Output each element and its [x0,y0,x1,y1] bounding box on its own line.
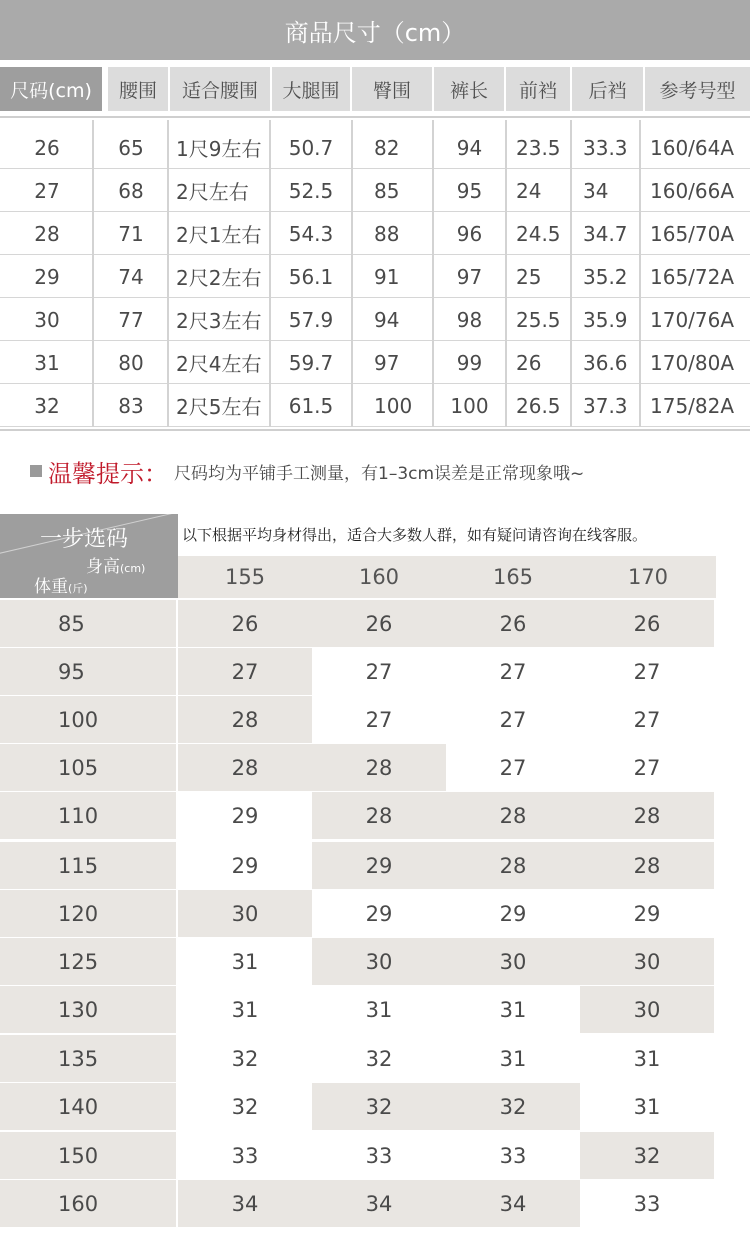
cell-length-col: 96 [456,221,483,246]
header-back-rise-col: 后裆 [572,67,643,111]
size-recommendation-cell: 29 [231,803,259,828]
size-recommendation-cell: 27 [499,659,527,684]
cell-front-rise-col: 26.5 [516,393,561,418]
cell-back-rise-col: 37.3 [583,393,628,418]
tip [30,451,584,491]
height-column-header: 160 [312,556,446,598]
cell-ref-size-col: 170/80A [650,350,735,375]
header-fit-waist-col: 适合腰围 [170,67,270,111]
size-recommendation-cell: 31 [633,1094,661,1119]
size-recommendation-cell: 32 [580,1132,714,1179]
table-row [0,169,750,212]
cell-thigh-col: 54.3 [288,221,334,246]
size-recommendation-cell: 29 [499,901,527,926]
cell-hip-col: 97 [374,350,400,375]
size-recommendation-cell: 27 [178,648,312,695]
page-title: 商品尺寸（cm） [0,0,750,60]
weight-row-header: 160 [0,1180,176,1227]
cell-waist-col: 65 [118,135,144,160]
height-column-header: 165 [446,556,580,598]
cell-hip-col: 82 [374,135,400,160]
cell-front-rise-col: 24.5 [516,221,561,246]
cell-fit-waist-col: 2尺4左右 [176,352,262,376]
size-recommendation-cell: 27 [633,659,661,684]
bullet-square-icon [30,465,42,477]
column-divider [570,120,572,427]
weight-row-header: 135 [0,1035,176,1082]
size-guide-corner [0,514,178,598]
size-recommendation-cell: 28 [178,744,312,791]
cell-thigh-col: 59.7 [288,350,334,375]
size-recommendation-cell: 26 [312,600,446,647]
column-divider [432,120,434,427]
size-recommendation-cell: 29 [312,842,446,889]
cell-fit-waist-col: 2尺3左右 [176,309,262,333]
weight-row-header: 140 [0,1083,176,1130]
cell-size-col: 31 [34,350,60,375]
cell-back-rise-col: 35.2 [583,264,628,289]
size-recommendation-cell: 28 [580,792,714,839]
cell-back-rise-col: 36.6 [583,350,628,375]
cell-length-col: 100 [450,393,489,418]
cell-thigh-col: 52.5 [288,178,334,203]
size-recommendation-cell: 33 [365,1143,393,1168]
table-row [0,212,750,255]
cell-fit-waist-col: 1尺9左右 [176,137,262,161]
cell-waist-col: 77 [118,307,144,332]
size-recommendation-cell: 26 [580,600,714,647]
cell-back-rise-col: 34 [583,178,609,203]
tip-text: 尺码均为平铺手工测量，有1–3cm误差是正常现象哦~ [174,463,585,484]
cell-hip-col: 88 [374,221,400,246]
height-axis-label: 身高(cm) [86,557,146,577]
weight-row-header: 110 [0,792,176,839]
size-recommendation-cell: 27 [365,707,393,732]
cell-hip-col: 91 [374,264,400,289]
size-recommendation-cell: 27 [499,755,527,780]
weight-row-header: 150 [0,1132,176,1179]
table-row [0,255,750,298]
cell-size-col: 29 [34,264,60,289]
cell-ref-size-col: 165/70A [650,221,735,246]
cell-size-col: 26 [34,135,60,160]
size-recommendation-cell: 33 [499,1143,527,1168]
cell-ref-size-col: 175/82A [650,393,735,418]
size-recommendation-cell: 31 [365,997,393,1022]
cell-thigh-col: 56.1 [288,264,334,289]
cell-hip-col: 85 [374,178,400,203]
cell-thigh-col: 57.9 [288,307,334,332]
header-front-rise-col: 前裆 [506,67,570,111]
size-recommendation-cell: 33 [633,1191,661,1216]
table-row [0,298,750,341]
cell-length-col: 98 [456,307,483,332]
cell-waist-col: 74 [118,264,144,289]
size-recommendation-cell: 29 [365,901,393,926]
header-divider [0,116,750,118]
cell-size-col: 28 [34,221,60,246]
cell-thigh-col: 50.7 [288,135,334,160]
size-recommendation-cell: 27 [633,755,661,780]
table-row [0,126,750,169]
weight-row-header: 115 [0,842,176,889]
cell-back-rise-col: 34.7 [583,221,628,246]
cell-waist-col: 80 [118,350,144,375]
cell-length-col: 94 [456,135,483,160]
size-recommendation-cell: 32 [312,1083,446,1130]
cell-thigh-col: 61.5 [288,393,334,418]
column-divider [269,120,271,427]
height-column-header: 155 [178,556,312,598]
size-recommendation-cell: 34 [312,1180,446,1227]
cell-ref-size-col: 165/72A [650,264,735,289]
cell-fit-waist-col: 2尺1左右 [176,223,262,247]
size-recommendation-cell: 30 [312,938,446,985]
cell-size-col: 32 [34,393,60,418]
size-recommendation-cell: 28 [446,842,580,889]
table-row [0,384,750,427]
column-divider [351,120,353,427]
column-divider [92,120,94,427]
cell-front-rise-col: 26 [516,350,542,375]
size-recommendation-cell: 29 [231,853,259,878]
size-recommendation-cell: 30 [178,890,312,937]
size-recommendation-cell: 31 [499,997,527,1022]
size-recommendation-cell: 28 [178,696,312,743]
size-recommendation-cell: 30 [580,986,714,1033]
cell-length-col: 95 [456,178,483,203]
header-thigh-col: 大腿围 [272,67,350,111]
cell-fit-waist-col: 2尺左右 [176,180,249,204]
size-recommendation-cell: 31 [231,997,259,1022]
size-guide-note: 以下根据平均身材得出，适合大多数人群，如有疑问请咨询在线客服。 [182,526,648,544]
table-row [0,341,750,384]
cell-waist-col: 83 [118,393,144,418]
weight-row-header: 85 [0,600,176,647]
size-recommendation-cell: 31 [499,1046,527,1071]
cell-length-col: 97 [456,264,483,289]
cell-waist-col: 68 [118,178,144,203]
header-length-col: 裤长 [434,67,504,111]
size-recommendation-cell: 26 [178,600,312,647]
size-recommendation-cell: 28 [446,792,580,839]
size-table-header [0,67,750,111]
weight-axis-label: 体重(斤) [34,577,88,597]
table-bottom-border [0,429,750,431]
corner-title: 一步选码 [40,527,129,552]
weight-row-header: 95 [0,648,176,695]
size-recommendation-cell: 29 [633,901,661,926]
size-recommendation-cell: 30 [446,938,580,985]
size-recommendation-cell: 28 [312,792,446,839]
header-size-col: 尺码(cm) [0,67,102,111]
header-hip-col: 臀围 [352,67,432,111]
size-recommendation-cell: 28 [312,744,446,791]
size-recommendation-cell: 27 [365,659,393,684]
cell-hip-col: 94 [374,307,400,332]
size-recommendation-cell: 34 [178,1180,312,1227]
size-recommendation-cell: 31 [633,1046,661,1071]
size-recommendation-cell: 26 [446,600,580,647]
weight-row-header: 130 [0,986,176,1033]
cell-ref-size-col: 160/66A [650,178,735,203]
size-recommendation-cell: 31 [231,949,259,974]
size-recommendation-cell: 32 [231,1046,259,1071]
size-recommendation-cell: 32 [446,1083,580,1130]
size-recommendation-cell: 28 [580,842,714,889]
weight-row-header: 120 [0,890,176,937]
height-column-header: 170 [580,556,716,598]
cell-front-rise-col: 25 [516,264,542,289]
weight-row-header: 105 [0,744,176,791]
cell-back-rise-col: 33.3 [583,135,628,160]
cell-back-rise-col: 35.9 [583,307,628,332]
tip-label: 温馨提示： [48,459,168,488]
cell-front-rise-col: 23.5 [516,135,561,160]
size-recommendation-cell: 34 [446,1180,580,1227]
row-divider [0,426,750,427]
size-recommendation-cell: 27 [633,707,661,732]
size-recommendation-cell: 32 [231,1094,259,1119]
cell-front-rise-col: 24 [516,178,542,203]
column-divider [505,120,507,427]
header-waist-col: 腰围 [108,67,168,111]
size-recommendation-cell: 27 [499,707,527,732]
cell-front-rise-col: 25.5 [516,307,561,332]
size-recommendation-cell: 32 [365,1046,393,1071]
cell-waist-col: 71 [118,221,144,246]
header-ref-size-col: 参考号型 [645,67,750,111]
cell-fit-waist-col: 2尺2左右 [176,266,262,290]
weight-row-header: 125 [0,938,176,985]
cell-size-col: 30 [34,307,60,332]
cell-hip-col: 100 [374,393,413,418]
column-divider [639,120,641,427]
column-divider [167,120,169,427]
size-recommendation-cell: 33 [231,1143,259,1168]
cell-ref-size-col: 170/76A [650,307,735,332]
cell-size-col: 27 [34,178,60,203]
cell-fit-waist-col: 2尺5左右 [176,395,262,419]
cell-length-col: 99 [456,350,483,375]
cell-ref-size-col: 160/64A [650,135,735,160]
size-recommendation-cell: 30 [580,938,714,985]
weight-row-header: 100 [0,696,176,743]
